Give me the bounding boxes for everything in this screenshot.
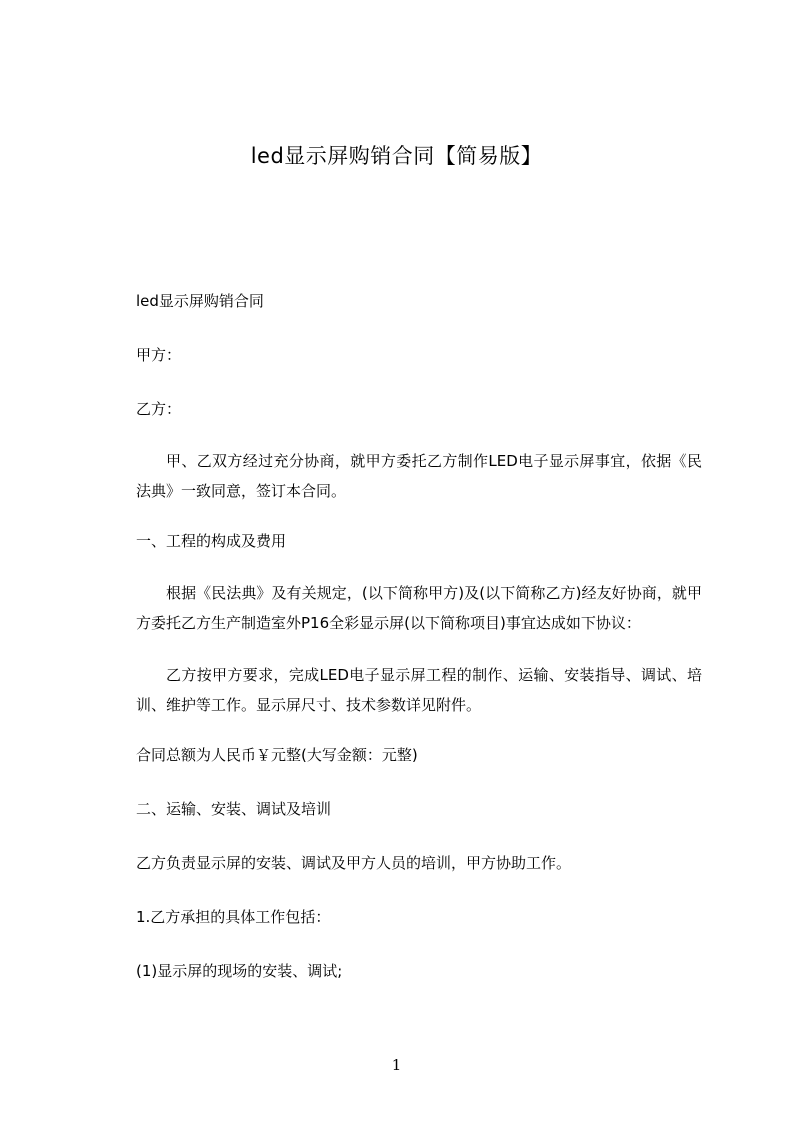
paragraph-preamble: 甲、乙双方经过充分协商，就甲方委托乙方制作LED电子显示屏事宜，依据《民法典》一致同意，签订本合同。 <box>136 452 702 500</box>
paragraph-installation: 乙方负责显示屏的安装、调试及甲方人员的培训，甲方协助工作。 <box>136 854 572 872</box>
paragraph-contract-total: 合同总额为人民币￥元整(大写金额：元整) <box>136 746 418 764</box>
paragraph-item-1: 1.乙方承担的具体工作包括： <box>136 908 331 926</box>
paragraph-scope: 乙方按甲方要求，完成LED电子显示屏工程的制作、运输、安装指导、调试、培训、维护等工作。显示屏尺寸、技术参数详见附件。 <box>136 666 702 714</box>
section-1-heading: 一、工程的构成及费用 <box>136 532 287 550</box>
section-2-heading: 二、运输、安装、调试及培训 <box>136 800 332 818</box>
paragraph-heading: led显示屏购销合同 <box>136 292 264 310</box>
paragraph-item-1-1: (1)显示屏的现场的安装、调试; <box>136 962 343 980</box>
document-title: led显示屏购销合同【简易版】 <box>250 144 543 168</box>
paragraph-agreement: 根据《民法典》及有关规定，(以下简称甲方)及(以下简称乙方)经友好协商，就甲方委托乙方生产制造室外P16全彩显示屏(以下简称项目)事宜达成如下协议： <box>136 584 702 632</box>
page-number: 1 <box>391 1056 402 1074</box>
paragraph-party-a: 甲方： <box>136 346 182 364</box>
paragraph-party-b: 乙方： <box>136 400 182 418</box>
